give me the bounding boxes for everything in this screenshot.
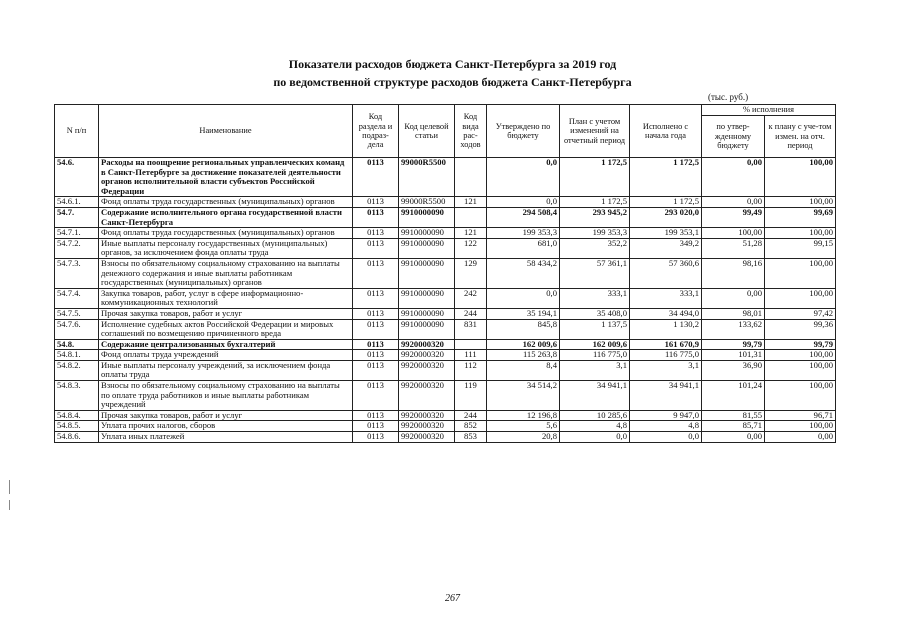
row-target: 9910000090 xyxy=(399,308,455,319)
table-row xyxy=(55,288,836,308)
row-pct-approved: 0,00 xyxy=(702,197,765,208)
row-plan: 199 353,3 xyxy=(560,228,630,239)
row-pct-approved: 101,31 xyxy=(702,350,765,361)
row-pct-approved: 133,62 xyxy=(702,319,765,339)
row-name: Прочая закупка товаров, работ и услуг xyxy=(99,410,353,421)
row-executed: 3,1 xyxy=(630,360,702,380)
header-pct-approved: по утвер-жденному бюджету xyxy=(702,116,765,158)
row-approved: 681,0 xyxy=(487,238,560,258)
row-pct-approved: 36,90 xyxy=(702,360,765,380)
report-title-line-1: Показатели расходов бюджета Санкт-Петербурга за 2019 год xyxy=(288,57,617,71)
row-num: 54.7.3. xyxy=(55,258,99,288)
row-approved: 199 353,3 xyxy=(487,228,560,239)
row-name: Иные выплаты персоналу государственных (муниципальных) органов, за исключением фонда оплаты труда xyxy=(99,238,353,258)
row-razdel: 0113 xyxy=(353,228,399,239)
row-vid xyxy=(455,207,487,227)
row-pct-approved: 99,79 xyxy=(702,339,765,350)
row-pct-approved: 0,00 xyxy=(702,288,765,308)
row-name: Закупка товаров, работ, услуг в сфере информационно-коммуникационных технологий xyxy=(99,288,353,308)
row-pct-plan: 99,15 xyxy=(765,238,836,258)
row-vid: 111 xyxy=(455,350,487,361)
units-label: (тыс. руб.) xyxy=(708,92,749,102)
row-num: 54.7.4. xyxy=(55,288,99,308)
header-approved: Утверждено по бюджету xyxy=(487,105,560,158)
row-num: 54.6. xyxy=(55,158,99,197)
table-row xyxy=(55,410,836,421)
header-pct-plan: к плану с уче-том измен. на отч. период xyxy=(765,116,836,158)
row-num: 54.7.1. xyxy=(55,228,99,239)
row-razdel: 0113 xyxy=(353,432,399,443)
row-vid: 853 xyxy=(455,432,487,443)
row-target: 99000R5500 xyxy=(399,197,455,208)
row-razdel: 0113 xyxy=(353,308,399,319)
row-name: Иные выплаты персоналу учреждений, за исключением фонда оплаты труда xyxy=(99,360,353,380)
table-row xyxy=(55,258,836,288)
row-vid: 242 xyxy=(455,288,487,308)
header-plan: План с учетом изменений на отчетный период xyxy=(560,105,630,158)
row-target: 9910000090 xyxy=(399,228,455,239)
row-name: Прочая закупка товаров, работ и услуг xyxy=(99,308,353,319)
row-num: 54.8.2. xyxy=(55,360,99,380)
row-executed: 1 130,2 xyxy=(630,319,702,339)
row-num: 54.8.6. xyxy=(55,432,99,443)
row-name: Фонд оплаты труда государственных (муниципальных) органов xyxy=(99,228,353,239)
row-executed: 0,0 xyxy=(630,432,702,443)
row-razdel: 0113 xyxy=(353,339,399,350)
row-pct-plan: 99,79 xyxy=(765,339,836,350)
row-name: Расходы на поощрение региональных управленческих команд в Санкт-Петербурге за достижение показателей деятельности органов исполнительной власти субъектов Российской Федерации xyxy=(99,158,353,197)
row-pct-plan: 100,00 xyxy=(765,350,836,361)
row-executed: 116 775,0 xyxy=(630,350,702,361)
row-pct-plan: 100,00 xyxy=(765,228,836,239)
row-approved: 34 514,2 xyxy=(487,381,560,411)
row-approved: 845,8 xyxy=(487,319,560,339)
row-pct-approved: 100,00 xyxy=(702,228,765,239)
row-num: 54.8.3. xyxy=(55,381,99,411)
budget-table xyxy=(54,104,836,443)
table-row xyxy=(55,432,836,443)
row-vid xyxy=(455,339,487,350)
row-executed: 1 172,5 xyxy=(630,158,702,197)
scan-margin-mark xyxy=(9,480,10,494)
row-num: 54.7.5. xyxy=(55,308,99,319)
row-target: 9920000320 xyxy=(399,339,455,350)
table-row xyxy=(55,228,836,239)
table-row xyxy=(55,421,836,432)
row-plan: 4,8 xyxy=(560,421,630,432)
row-vid: 244 xyxy=(455,410,487,421)
row-razdel: 0113 xyxy=(353,207,399,227)
row-approved: 8,4 xyxy=(487,360,560,380)
row-name: Фонд оплаты труда государственных (муниципальных) органов xyxy=(99,197,353,208)
row-pct-plan: 97,42 xyxy=(765,308,836,319)
row-plan: 333,1 xyxy=(560,288,630,308)
row-plan: 162 009,6 xyxy=(560,339,630,350)
page-number: 267 xyxy=(445,593,460,604)
row-plan: 3,1 xyxy=(560,360,630,380)
row-approved: 58 434,2 xyxy=(487,258,560,288)
row-executed: 333,1 xyxy=(630,288,702,308)
row-vid: 112 xyxy=(455,360,487,380)
row-pct-approved: 0,00 xyxy=(702,158,765,197)
report-title-line-2: по ведомственной структуре расходов бюджета Санкт-Петербурга xyxy=(273,75,632,89)
row-name: Содержание централизованных бухгалтерий xyxy=(99,339,353,350)
row-vid: 121 xyxy=(455,228,487,239)
row-executed: 34 941,1 xyxy=(630,381,702,411)
row-name: Взносы по обязательному социальному страхованию на выплаты по оплате труда работников и иные выплаты работникам учреждений xyxy=(99,381,353,411)
row-name: Фонд оплаты труда учреждений xyxy=(99,350,353,361)
row-razdel: 0113 xyxy=(353,238,399,258)
row-razdel: 0113 xyxy=(353,360,399,380)
table-row xyxy=(55,158,836,197)
row-num: 54.7.2. xyxy=(55,238,99,258)
header-executed: Исполнено с начала года xyxy=(630,105,702,158)
row-executed: 34 494,0 xyxy=(630,308,702,319)
row-plan: 57 361,1 xyxy=(560,258,630,288)
row-pct-plan: 100,00 xyxy=(765,381,836,411)
row-approved: 294 508,4 xyxy=(487,207,560,227)
row-executed: 1 172,5 xyxy=(630,197,702,208)
row-razdel: 0113 xyxy=(353,410,399,421)
row-executed: 57 360,6 xyxy=(630,258,702,288)
header-percent-group: % исполнения xyxy=(702,105,836,116)
row-name: Уплата иных платежей xyxy=(99,432,353,443)
row-plan: 293 945,2 xyxy=(560,207,630,227)
table-row xyxy=(55,350,836,361)
row-pct-plan: 100,00 xyxy=(765,421,836,432)
row-vid: 122 xyxy=(455,238,487,258)
row-pct-plan: 99,36 xyxy=(765,319,836,339)
table-row xyxy=(55,381,836,411)
row-target: 9920000320 xyxy=(399,421,455,432)
row-approved: 162 009,6 xyxy=(487,339,560,350)
row-pct-plan: 100,00 xyxy=(765,158,836,197)
row-plan: 1 172,5 xyxy=(560,197,630,208)
row-pct-approved: 101,24 xyxy=(702,381,765,411)
row-target: 9910000090 xyxy=(399,238,455,258)
row-plan: 0,0 xyxy=(560,432,630,443)
row-num: 54.7.6. xyxy=(55,319,99,339)
row-vid: 119 xyxy=(455,381,487,411)
row-pct-approved: 98,16 xyxy=(702,258,765,288)
header-razdel: Код раздела и подраз-дела xyxy=(353,105,399,158)
row-pct-approved: 85,71 xyxy=(702,421,765,432)
row-pct-approved: 99,49 xyxy=(702,207,765,227)
row-approved: 115 263,8 xyxy=(487,350,560,361)
row-approved: 0,0 xyxy=(487,158,560,197)
row-executed: 293 020,0 xyxy=(630,207,702,227)
row-approved: 12 196,8 xyxy=(487,410,560,421)
table-row xyxy=(55,319,836,339)
row-pct-approved: 0,00 xyxy=(702,432,765,443)
row-approved: 35 194,1 xyxy=(487,308,560,319)
row-executed: 199 353,1 xyxy=(630,228,702,239)
row-plan: 116 775,0 xyxy=(560,350,630,361)
row-target: 9920000320 xyxy=(399,432,455,443)
row-razdel: 0113 xyxy=(353,158,399,197)
row-target: 9920000320 xyxy=(399,381,455,411)
row-name: Уплата прочих налогов, сборов xyxy=(99,421,353,432)
row-approved: 0,0 xyxy=(487,288,560,308)
row-executed: 349,2 xyxy=(630,238,702,258)
row-pct-approved: 81,55 xyxy=(702,410,765,421)
row-target: 9910000090 xyxy=(399,207,455,227)
row-name: Содержание исполнительного органа государственной власти Санкт-Петербурга xyxy=(99,207,353,227)
row-name: Исполнение судебных актов Российской Федерации и мировых соглашений по возмещению причиненного вреда xyxy=(99,319,353,339)
row-pct-plan: 100,00 xyxy=(765,360,836,380)
row-razdel: 0113 xyxy=(353,421,399,432)
row-razdel: 0113 xyxy=(353,381,399,411)
row-num: 54.8.4. xyxy=(55,410,99,421)
row-plan: 1 172,5 xyxy=(560,158,630,197)
row-plan: 1 137,5 xyxy=(560,319,630,339)
row-target: 99000R5500 xyxy=(399,158,455,197)
row-pct-plan: 100,00 xyxy=(765,258,836,288)
table-row xyxy=(55,207,836,227)
header-target: Код целевой статьи xyxy=(399,105,455,158)
row-approved: 5,6 xyxy=(487,421,560,432)
row-target: 9920000320 xyxy=(399,410,455,421)
row-name: Взносы по обязательному социальному страхованию на выплаты денежного содержания и иные выплаты работникам государственных (муниципальных) органов xyxy=(99,258,353,288)
row-executed: 161 670,9 xyxy=(630,339,702,350)
row-razdel: 0113 xyxy=(353,319,399,339)
header-vid: Код вида рас-ходов xyxy=(455,105,487,158)
row-num: 54.8. xyxy=(55,339,99,350)
row-executed: 9 947,0 xyxy=(630,410,702,421)
row-plan: 35 408,0 xyxy=(560,308,630,319)
row-target: 9920000320 xyxy=(399,360,455,380)
row-razdel: 0113 xyxy=(353,197,399,208)
table-row xyxy=(55,339,836,350)
scan-margin-mark xyxy=(9,500,10,510)
row-target: 9910000090 xyxy=(399,319,455,339)
header-name: Наименование xyxy=(99,105,353,158)
row-target: 9910000090 xyxy=(399,258,455,288)
row-plan: 352,2 xyxy=(560,238,630,258)
row-pct-plan: 0,00 xyxy=(765,432,836,443)
row-vid xyxy=(455,158,487,197)
row-pct-plan: 99,69 xyxy=(765,207,836,227)
row-vid: 244 xyxy=(455,308,487,319)
row-plan: 10 285,6 xyxy=(560,410,630,421)
row-executed: 4,8 xyxy=(630,421,702,432)
row-target: 9920000320 xyxy=(399,350,455,361)
table-header xyxy=(55,105,836,158)
header-num: N п/п xyxy=(55,105,99,158)
table-row xyxy=(55,238,836,258)
row-target: 9910000090 xyxy=(399,288,455,308)
row-pct-plan: 100,00 xyxy=(765,197,836,208)
table-body xyxy=(55,158,836,443)
row-razdel: 0113 xyxy=(353,350,399,361)
table-row xyxy=(55,308,836,319)
row-num: 54.7. xyxy=(55,207,99,227)
row-num: 54.8.5. xyxy=(55,421,99,432)
row-vid: 852 xyxy=(455,421,487,432)
row-vid: 121 xyxy=(455,197,487,208)
row-approved: 20,8 xyxy=(487,432,560,443)
row-num: 54.6.1. xyxy=(55,197,99,208)
table-row xyxy=(55,360,836,380)
row-pct-approved: 51,28 xyxy=(702,238,765,258)
row-plan: 34 941,1 xyxy=(560,381,630,411)
row-pct-plan: 96,71 xyxy=(765,410,836,421)
row-num: 54.8.1. xyxy=(55,350,99,361)
row-pct-plan: 100,00 xyxy=(765,288,836,308)
row-vid: 831 xyxy=(455,319,487,339)
row-vid: 129 xyxy=(455,258,487,288)
row-approved: 0,0 xyxy=(487,197,560,208)
row-pct-approved: 98,01 xyxy=(702,308,765,319)
table-row xyxy=(55,197,836,208)
row-razdel: 0113 xyxy=(353,288,399,308)
row-razdel: 0113 xyxy=(353,258,399,288)
